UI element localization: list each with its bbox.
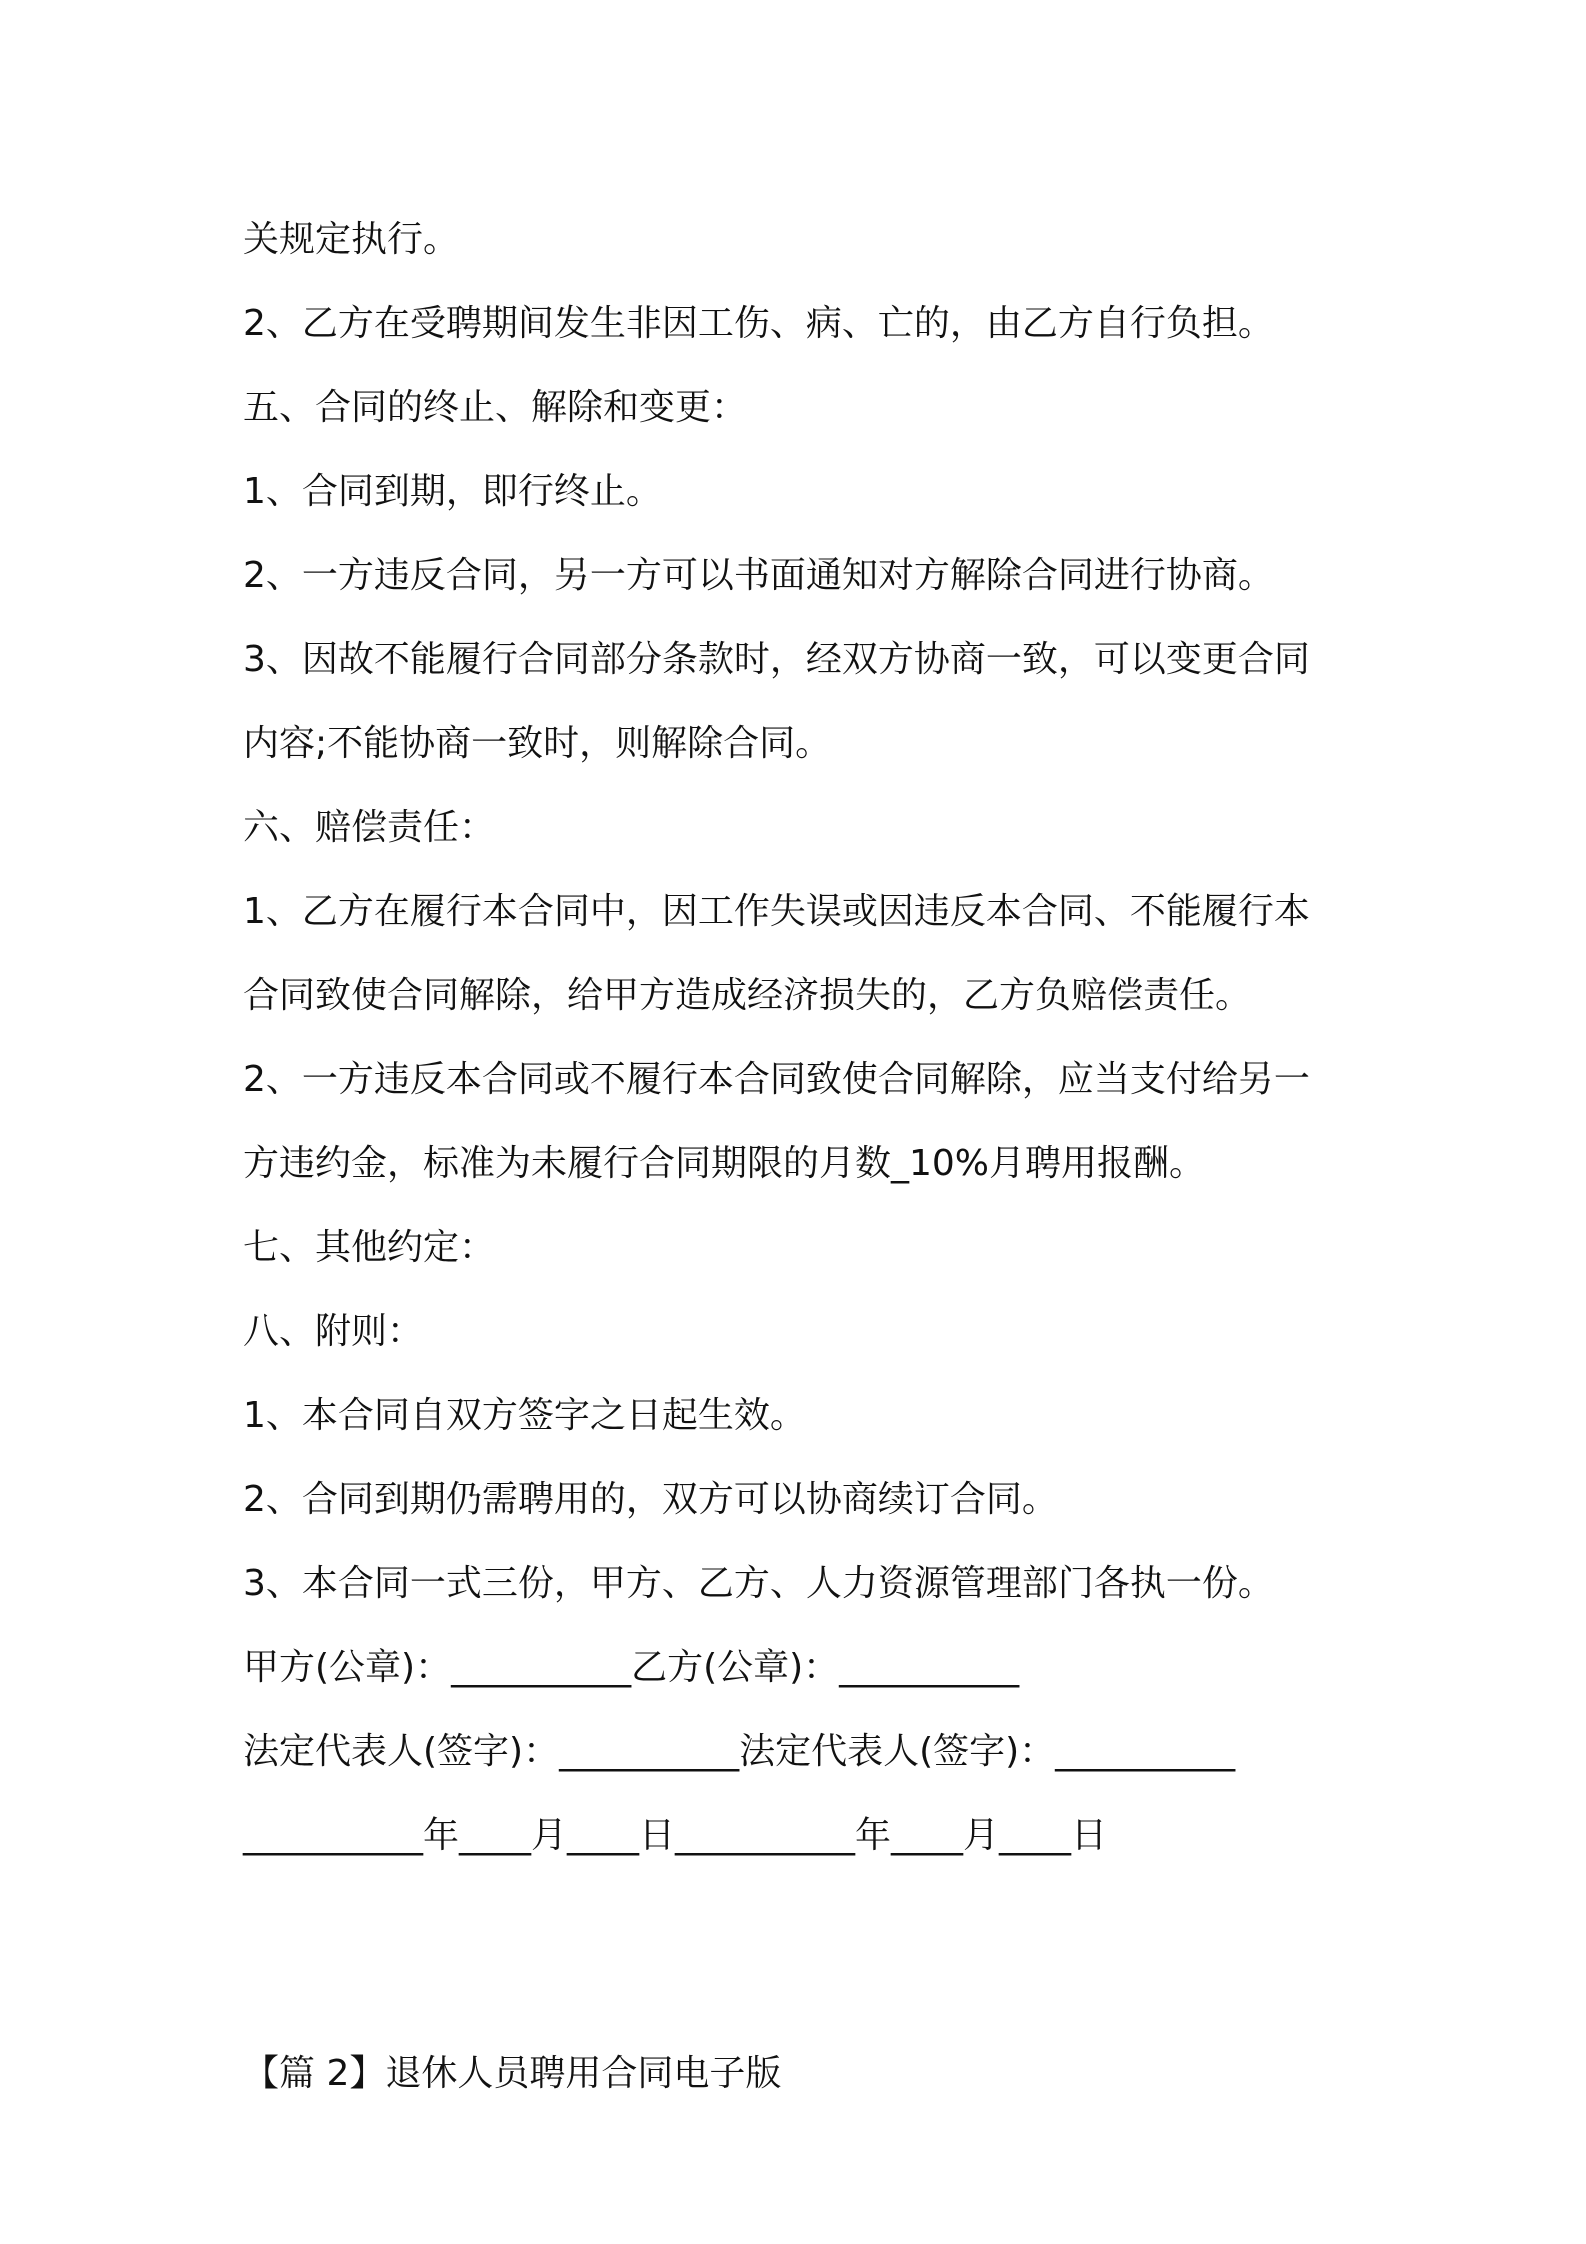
signature-line-date: __________年____月____日__________年____月____日	[243, 1815, 1107, 1856]
signature-line-representative: 法定代表人(签字)：__________法定代表人(签字)：__________	[243, 1731, 1236, 1772]
text-line: 3、本合同一式三份，甲方、乙方、人力资源管理部门各执一份。	[243, 1563, 1274, 1604]
section-heading: 五、合同的终止、解除和变更：	[243, 387, 748, 428]
text-line: 3、因故不能履行合同部分条款时，经双方协商一致，可以变更合同	[243, 639, 1310, 680]
section-gap	[243, 1878, 1363, 1996]
text-line: 关规定执行。	[243, 219, 460, 260]
text-line: 1、乙方在履行本合同中，因工作失误或因违反本合同、不能履行本	[243, 891, 1310, 932]
section2-heading: 【篇 2】退休人员聘用合同电子版	[243, 2053, 782, 2094]
section-heading: 八、附则：	[243, 1311, 424, 1352]
text-line: 2、一方违反合同，另一方可以书面通知对方解除合同进行协商。	[243, 555, 1274, 596]
text-line: 2、合同到期仍需聘用的，双方可以协商续订合同。	[243, 1479, 1058, 1520]
section-heading: 七、其他约定：	[243, 1227, 496, 1268]
document-body	[243, 198, 1363, 2152]
text-line: 2、一方违反本合同或不履行本合同致使合同解除，应当支付给另一	[243, 1059, 1310, 1100]
text-line: 1、本合同自双方签字之日起生效。	[243, 1395, 806, 1436]
text-line: 合同致使合同解除，给甲方造成经济损失的，乙方负赔偿责任。	[243, 975, 1252, 1016]
section-heading: 六、赔偿责任：	[243, 807, 496, 848]
text-line: 1、合同到期，即行终止。	[243, 471, 662, 512]
signature-line-party-seal: 甲方(公章)：__________乙方(公章)：__________	[243, 1647, 1020, 1688]
text-line: 2、乙方在受聘期间发生非因工伤、病、亡的，由乙方自行负担。	[243, 303, 1274, 344]
text-line: 方违约金，标准为未履行合同期限的月数_10%月聘用报酬。	[243, 1143, 1206, 1184]
text-line: 内容;不能协商一致时，则解除合同。	[243, 723, 832, 764]
